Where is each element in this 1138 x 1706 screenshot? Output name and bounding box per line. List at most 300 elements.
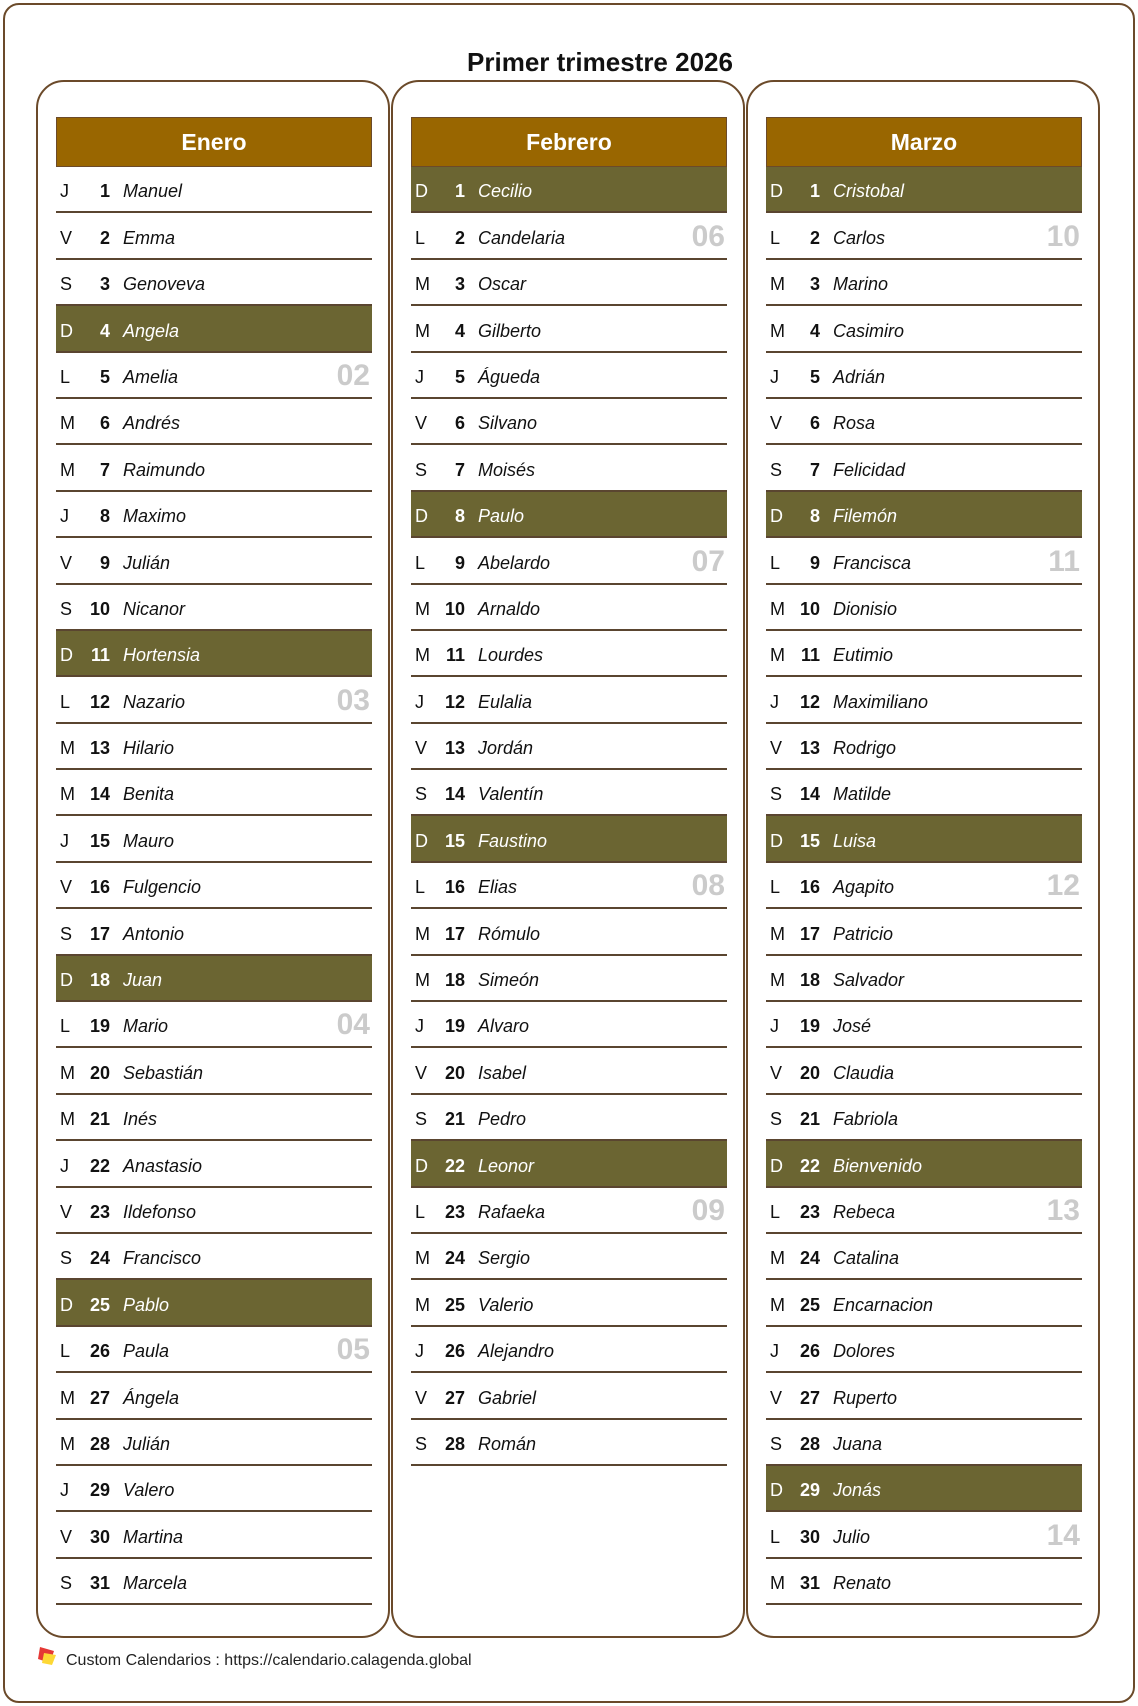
day-letter: J: [415, 366, 424, 387]
saint-name: Bienvenido: [833, 1155, 923, 1176]
day-letter: L: [415, 1201, 426, 1222]
day-number: 23: [444, 1201, 465, 1222]
day-letter: D: [60, 320, 73, 341]
day-row: [766, 1188, 1082, 1234]
day-row: [766, 1280, 1082, 1326]
day-letter: J: [770, 691, 779, 712]
day-letter: M: [415, 923, 430, 944]
saint-name: Pablo: [123, 1294, 170, 1315]
day-row: [411, 213, 727, 259]
day-letter: V: [60, 1526, 73, 1547]
day-number: 5: [454, 366, 465, 387]
day-letter: J: [60, 506, 69, 527]
day-letter: L: [770, 877, 781, 898]
month-column-febrero: [391, 80, 745, 1638]
day-number: 28: [89, 1433, 110, 1454]
day-letter: D: [60, 645, 73, 666]
day-number: 25: [799, 1294, 820, 1315]
month-header: Enero: [56, 117, 372, 167]
day-row: [766, 585, 1082, 631]
day-row: [766, 306, 1082, 352]
day-row: [56, 724, 372, 770]
day-row: [411, 1095, 727, 1141]
saint-name: Raimundo: [123, 459, 206, 480]
saint-name: Jordán: [478, 738, 534, 759]
day-letter: D: [60, 970, 73, 991]
day-letter: S: [770, 784, 783, 805]
logo-icon: [38, 1645, 58, 1665]
day-row: [411, 306, 727, 352]
day-row: [56, 445, 372, 491]
day-letter: V: [60, 877, 73, 898]
day-number: 4: [809, 320, 820, 341]
day-letter: S: [415, 1433, 428, 1454]
day-letter: V: [770, 1387, 783, 1408]
day-number: 31: [89, 1573, 110, 1594]
day-letter: J: [770, 1016, 779, 1037]
week-number: 09: [691, 1193, 725, 1227]
day-row: [56, 631, 372, 677]
saint-name: Manuel: [123, 181, 183, 202]
day-letter: M: [770, 645, 785, 666]
day-row: [766, 909, 1082, 955]
day-row: [766, 1466, 1082, 1512]
day-row: [56, 213, 372, 259]
day-letter: M: [770, 320, 785, 341]
day-number: 3: [454, 274, 465, 295]
day-row: [766, 1512, 1082, 1558]
day-number: 17: [89, 923, 110, 944]
day-row: [56, 260, 372, 306]
day-row: [56, 1048, 372, 1094]
day-number: 30: [799, 1526, 820, 1547]
saint-name: José: [833, 1016, 872, 1037]
saint-name: Luisa: [833, 830, 877, 851]
day-letter: M: [60, 1109, 75, 1130]
day-row: [56, 1188, 372, 1234]
day-row: [411, 1002, 727, 1048]
saint-name: Rómulo: [478, 923, 541, 944]
day-letter: V: [60, 1201, 73, 1222]
day-row: [411, 1280, 727, 1326]
day-number: 17: [799, 923, 820, 944]
day-list: [766, 167, 1082, 1605]
day-number: 28: [799, 1433, 820, 1454]
week-number: 06: [691, 219, 725, 253]
saint-name: Gabriel: [478, 1387, 537, 1408]
day-row: [56, 909, 372, 955]
day-letter: D: [770, 1155, 783, 1176]
saint-name: Anastasio: [123, 1155, 203, 1176]
day-number: 15: [89, 830, 110, 851]
day-letter: D: [770, 181, 783, 202]
day-letter: M: [415, 320, 430, 341]
saint-name: Oscar: [478, 274, 527, 295]
saint-name: Eutimio: [833, 645, 894, 666]
day-number: 4: [454, 320, 465, 341]
day-number: 10: [89, 598, 110, 619]
day-letter: S: [60, 1248, 73, 1269]
day-letter: J: [415, 1341, 424, 1362]
day-letter: M: [770, 923, 785, 944]
saint-name: Claudia: [833, 1062, 895, 1083]
saint-name: Hilario: [123, 738, 175, 759]
saint-name: Inés: [123, 1109, 158, 1130]
saint-name: Rodrigo: [833, 738, 897, 759]
day-row: [411, 585, 727, 631]
day-letter: J: [770, 366, 779, 387]
day-row: [766, 492, 1082, 538]
saint-name: Elias: [478, 877, 518, 898]
day-row: [766, 538, 1082, 584]
saint-name: Benita: [123, 784, 175, 805]
saint-name: Renato: [833, 1573, 892, 1594]
day-number: 27: [89, 1387, 110, 1408]
day-letter: D: [770, 1480, 783, 1501]
day-number: 1: [99, 181, 110, 202]
day-letter: L: [770, 1201, 781, 1222]
day-letter: J: [60, 1480, 69, 1501]
day-number: 16: [444, 877, 465, 898]
saint-name: Paula: [123, 1341, 170, 1362]
saint-name: Genoveva: [123, 274, 206, 295]
day-row: [411, 770, 727, 816]
day-row: [56, 167, 372, 213]
day-number: 6: [99, 413, 110, 434]
day-number: 15: [799, 830, 820, 851]
day-number: 11: [90, 645, 110, 666]
saint-name: Leonor: [478, 1155, 535, 1176]
saint-name: Julián: [123, 1433, 171, 1454]
saint-name: Nicanor: [123, 598, 186, 619]
saint-name: Román: [478, 1433, 537, 1454]
day-letter: L: [60, 1341, 71, 1362]
saint-name: Matilde: [833, 784, 892, 805]
day-row: [56, 863, 372, 909]
day-number: 21: [799, 1109, 820, 1130]
day-number: 20: [799, 1062, 820, 1083]
day-row: [766, 1234, 1082, 1280]
day-number: 17: [444, 923, 465, 944]
day-row: [56, 353, 372, 399]
month-column-marzo: [746, 80, 1100, 1638]
saint-name: Dionisio: [833, 598, 898, 619]
saint-name: Adrián: [833, 366, 886, 387]
day-letter: M: [770, 970, 785, 991]
day-row: [766, 816, 1082, 862]
saint-name: Sergio: [478, 1248, 531, 1269]
day-letter: V: [770, 413, 783, 434]
day-letter: M: [415, 970, 430, 991]
day-row: [766, 1327, 1082, 1373]
saint-name: Fabriola: [833, 1109, 899, 1130]
day-letter: S: [60, 1573, 73, 1594]
saint-name: Paulo: [478, 506, 525, 527]
day-number: 26: [799, 1341, 820, 1362]
day-letter: J: [60, 830, 69, 851]
saint-name: Simeón: [478, 970, 540, 991]
day-number: 6: [809, 413, 820, 434]
week-number: 13: [1046, 1193, 1080, 1227]
day-letter: J: [415, 1016, 424, 1037]
day-letter: L: [415, 227, 426, 248]
day-row: [56, 1141, 372, 1187]
day-row: [411, 956, 727, 1002]
day-number: 19: [89, 1016, 110, 1037]
saint-name: Andrés: [123, 413, 181, 434]
day-number: 15: [444, 830, 465, 851]
week-number: 10: [1046, 219, 1080, 253]
day-number: 31: [799, 1573, 820, 1594]
day-number: 6: [454, 413, 465, 434]
day-number: 10: [444, 598, 465, 619]
day-row: [766, 724, 1082, 770]
week-number: 12: [1046, 869, 1080, 903]
saint-name: Sebastián: [123, 1062, 204, 1083]
day-number: 20: [89, 1062, 110, 1083]
day-row: [766, 677, 1082, 723]
day-row: [56, 585, 372, 631]
saint-name: Salvador: [833, 970, 905, 991]
week-number: 07: [691, 544, 725, 578]
day-letter: S: [60, 274, 73, 295]
day-row: [411, 863, 727, 909]
day-row: [56, 1002, 372, 1048]
day-row: [56, 1420, 372, 1466]
day-number: 13: [89, 738, 110, 759]
day-number: 14: [444, 784, 465, 805]
day-number: 9: [454, 552, 465, 573]
day-row: [56, 1466, 372, 1512]
day-row: [56, 1559, 372, 1605]
week-number: 04: [336, 1008, 370, 1042]
day-row: [766, 1141, 1082, 1187]
saint-name: Filemón: [833, 506, 898, 527]
day-letter: V: [415, 1062, 428, 1083]
day-letter: S: [60, 598, 73, 619]
day-letter: J: [60, 181, 69, 202]
day-number: 27: [799, 1387, 820, 1408]
day-number: 22: [444, 1155, 465, 1176]
saint-name: Eulalia: [478, 691, 533, 712]
day-number: 22: [89, 1155, 110, 1176]
saint-name: Julián: [123, 552, 171, 573]
day-row: [766, 1048, 1082, 1094]
saint-name: Fulgencio: [123, 877, 202, 898]
day-letter: M: [60, 738, 75, 759]
saint-name: Abelardo: [478, 552, 551, 573]
day-number: 1: [809, 181, 820, 202]
saint-name: Patricio: [833, 923, 894, 944]
day-letter: S: [770, 1433, 783, 1454]
day-row: [56, 770, 372, 816]
saint-name: Amelia: [123, 366, 179, 387]
day-letter: J: [60, 1155, 69, 1176]
day-row: [411, 538, 727, 584]
day-number: 3: [99, 274, 110, 295]
day-letter: D: [415, 830, 428, 851]
day-number: 14: [799, 784, 820, 805]
saint-name: Martina: [123, 1526, 184, 1547]
day-letter: V: [415, 1387, 428, 1408]
day-number: 12: [444, 691, 465, 712]
week-number: 14: [1046, 1518, 1080, 1552]
day-letter: M: [60, 784, 75, 805]
saint-name: Francisco: [123, 1248, 202, 1269]
day-number: 8: [99, 506, 110, 527]
saint-name: Valero: [123, 1480, 175, 1501]
saint-name: Maximo: [123, 506, 187, 527]
saint-name: Cristobal: [833, 181, 905, 202]
day-row: [56, 538, 372, 584]
saint-name: Ildefonso: [123, 1201, 197, 1222]
day-number: 2: [454, 227, 465, 248]
day-letter: J: [415, 691, 424, 712]
day-letter: M: [60, 1433, 75, 1454]
day-row: [766, 1095, 1082, 1141]
day-letter: M: [60, 459, 75, 480]
day-number: 18: [89, 970, 110, 991]
day-number: 26: [444, 1341, 465, 1362]
day-row: [411, 260, 727, 306]
saint-name: Rebeca: [833, 1201, 896, 1222]
day-letter: M: [60, 1062, 75, 1083]
saint-name: Julio: [833, 1526, 871, 1547]
day-row: [56, 816, 372, 862]
month-header: Febrero: [411, 117, 727, 167]
day-letter: D: [415, 1155, 428, 1176]
day-number: 7: [454, 459, 465, 480]
saint-name: Maximiliano: [833, 691, 929, 712]
saint-name: Nazario: [123, 691, 186, 712]
saint-name: Emma: [123, 227, 176, 248]
saint-name: Arnaldo: [478, 598, 541, 619]
day-row: [411, 677, 727, 723]
saint-name: Encarnacion: [833, 1294, 934, 1315]
day-number: 11: [445, 645, 465, 666]
saint-name: Dolores: [833, 1341, 896, 1362]
day-letter: V: [770, 738, 783, 759]
day-letter: M: [415, 1294, 430, 1315]
day-letter: L: [415, 877, 426, 898]
day-row: [56, 1280, 372, 1326]
day-number: 3: [809, 274, 820, 295]
day-row: [766, 1559, 1082, 1605]
week-number: 05: [336, 1333, 370, 1367]
day-row: [411, 1420, 727, 1466]
saint-name: Ángela: [123, 1387, 180, 1408]
day-row: [411, 492, 727, 538]
saint-name: Casimiro: [833, 320, 905, 341]
day-number: 25: [89, 1294, 110, 1315]
day-letter: J: [770, 1341, 779, 1362]
day-letter: M: [415, 598, 430, 619]
saint-name: Catalina: [833, 1248, 900, 1269]
day-row: [411, 909, 727, 955]
day-letter: L: [60, 1016, 71, 1037]
day-row: [56, 399, 372, 445]
saint-name: Hortensia: [123, 645, 201, 666]
day-row: [766, 399, 1082, 445]
saint-name: Jonás: [833, 1480, 882, 1501]
week-number: 08: [691, 869, 725, 903]
day-letter: V: [415, 738, 428, 759]
day-number: 2: [809, 227, 820, 248]
day-number: 29: [89, 1480, 110, 1501]
day-number: 22: [799, 1155, 820, 1176]
day-letter: S: [60, 923, 73, 944]
day-letter: M: [60, 413, 75, 434]
day-number: 9: [99, 552, 110, 573]
day-row: [411, 631, 727, 677]
day-row: [56, 1095, 372, 1141]
saint-name: Gilberto: [478, 320, 542, 341]
day-row: [411, 1141, 727, 1187]
day-row: [766, 631, 1082, 677]
week-number: 11: [1048, 544, 1080, 578]
day-number: 14: [89, 784, 110, 805]
day-row: [56, 1327, 372, 1373]
day-number: 27: [444, 1387, 465, 1408]
day-list: [411, 167, 727, 1466]
day-number: 13: [799, 738, 820, 759]
day-number: 18: [444, 970, 465, 991]
day-letter: V: [60, 552, 73, 573]
saint-name: Águeda: [478, 366, 541, 387]
saint-name: Faustino: [478, 830, 548, 851]
day-number: 23: [89, 1201, 110, 1222]
saint-name: Alejandro: [478, 1341, 555, 1362]
day-number: 26: [89, 1341, 110, 1362]
saint-name: Rafaeka: [478, 1201, 546, 1222]
day-number: 8: [454, 506, 465, 527]
day-letter: V: [415, 413, 428, 434]
day-row: [411, 445, 727, 491]
saint-name: Rosa: [833, 413, 876, 434]
day-letter: L: [60, 366, 71, 387]
day-row: [56, 1234, 372, 1280]
day-letter: M: [770, 274, 785, 295]
day-number: 21: [89, 1109, 110, 1130]
day-letter: M: [415, 274, 430, 295]
saint-name: Agapito: [833, 877, 895, 898]
day-number: 2: [99, 227, 110, 248]
day-number: 5: [99, 366, 110, 387]
saint-name: Angela: [123, 320, 180, 341]
day-letter: V: [60, 227, 73, 248]
day-number: 12: [799, 691, 820, 712]
week-number: 03: [336, 683, 370, 717]
saint-name: Cecilio: [478, 181, 533, 202]
day-row: [56, 306, 372, 352]
day-row: [766, 260, 1082, 306]
saint-name: Lourdes: [478, 645, 544, 666]
day-letter: V: [770, 1062, 783, 1083]
page-title: Primer trimestre 2026: [467, 47, 733, 77]
saint-name: Marcela: [123, 1573, 188, 1594]
saint-name: Mauro: [123, 830, 175, 851]
saint-name: Francisca: [833, 552, 912, 573]
saint-name: Felicidad: [833, 459, 906, 480]
week-number: 02: [336, 358, 370, 392]
day-row: [411, 816, 727, 862]
day-letter: S: [415, 459, 428, 480]
day-number: 10: [799, 598, 820, 619]
day-row: [766, 863, 1082, 909]
day-row: [411, 1048, 727, 1094]
day-letter: M: [770, 1248, 785, 1269]
day-number: 18: [799, 970, 820, 991]
